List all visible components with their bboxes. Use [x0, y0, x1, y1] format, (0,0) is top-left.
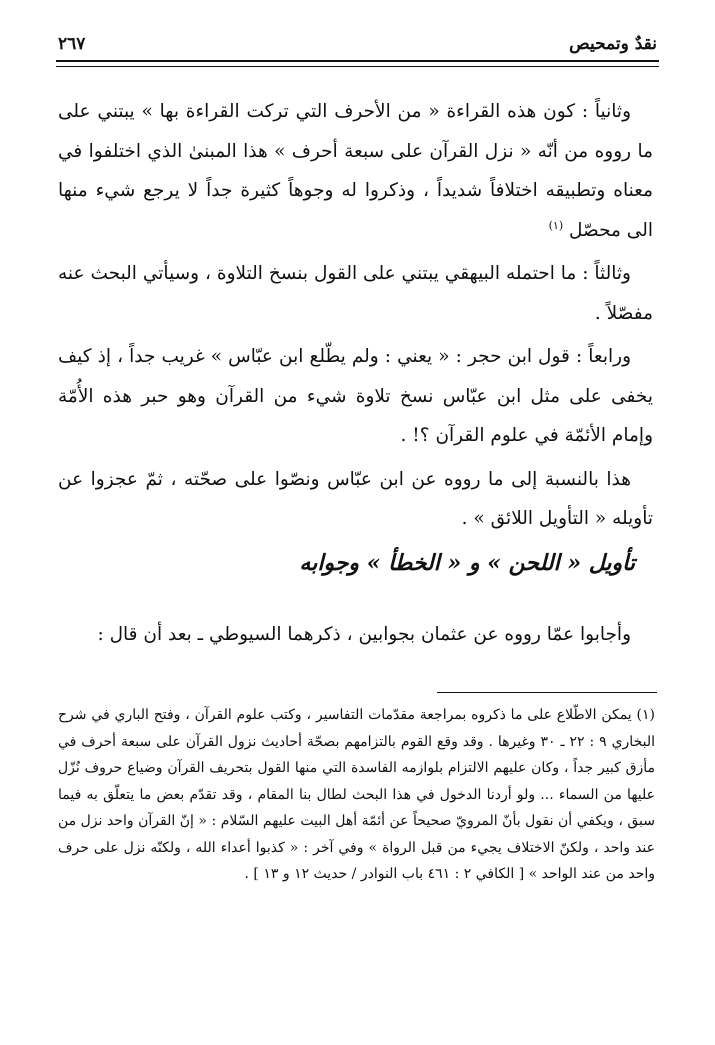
paragraph-fourth: ورابعاً : قول ابن حجر : « يعني : ولم يطّلع ابن عبّاس » غريب جداً ، إذ كيف يخفى على مثل ابن عبّاس نسخ تلاوة شيء من القرآن وهو حبر هذه الأُمّة وإمام الأئمّة في علوم القرآن ؟! . [58, 346, 653, 446]
paragraph-answer: وأجابوا عمّا رووه عن عثمان بجوابين ، ذكرهما السيوطي ـ بعد أن قال : [97, 624, 631, 645]
running-title: نقدٌ وتمحيص [569, 34, 657, 54]
running-head [58, 30, 657, 58]
footnote-reference: (١) [548, 218, 564, 232]
paragraph-summary: هذا بالنسبة إلى ما رووه عن ابن عبّاس ونصّوا على صحّته ، ثمّ عجزوا عن تأويله « التأويل اللائق » . [58, 468, 653, 529]
footnote-rule [437, 692, 657, 693]
paragraph-second [58, 92, 653, 250]
body-text [58, 92, 653, 543]
paragraph-third: وثالثاً : ما احتمله البيهقي يبتني على القول بنسخ التلاوة ، وسيأتي البحث عنه مفصّلاً . [58, 263, 653, 324]
footnote: (١) يمكن الاطّلاع على ما ذكروه بمراجعة مقدّمات التفاسير ، وكتب علوم القرآن ، وفتح الباري في شرح البخاري ٩ : ٢٢ ـ ٣٠ وغيرها . وقد وقع القوم بالتزامهم بصحّة أحاديث نزول القرآن على سبعة أحرف في مأزق كبير جداً ، وكان عليهم الالتزام بلوازمه الفاسدة التي منها القول بتحريف القرآن وضياع حروف نُزّل عليها من السماء ... ولو أردنا الدخول في هذا البحث لطال بنا المقام ، وقد تقدّم بعض ما يتعلّق به فيما سبق ، ويكفي أن نقول بأنّ المرويّ صحيحاً عن أئمّة أهل البيت عليهم السّلام : « إنّ القرآن واحد نزل من عند واحد ، ولكنّ الاختلاف يجيء من قبل الرواة » وفي آخر : « كذبوا أعداء الله ، ولكنّه نزل على حرف واحد من عند الواحد » [ الكافي ٢ : ٤٦١ باب النوادر / حديث ١٢ و ١٣ ] . [58, 707, 655, 882]
section-heading: تأويل « اللحن » و « الخطأ » وجوابه [299, 550, 635, 576]
page-number: ٢٦٧ [58, 34, 86, 54]
paragraph-second-text: وثانياً : كون هذه القراءة « من الأحرف التي تركت القراءة بها » يبتني على ما رووه من أنّه « نزل القرآن على سبعة أحرف » هذا المبنىٰ الذي اختلفوا في معناه وتطبيقه اختلافاً شديداً ، وذكروا له وجوهاً كثيرة جداً لا يرجع شيء منها الى محصّل [58, 101, 653, 241]
header-rule [56, 60, 659, 67]
